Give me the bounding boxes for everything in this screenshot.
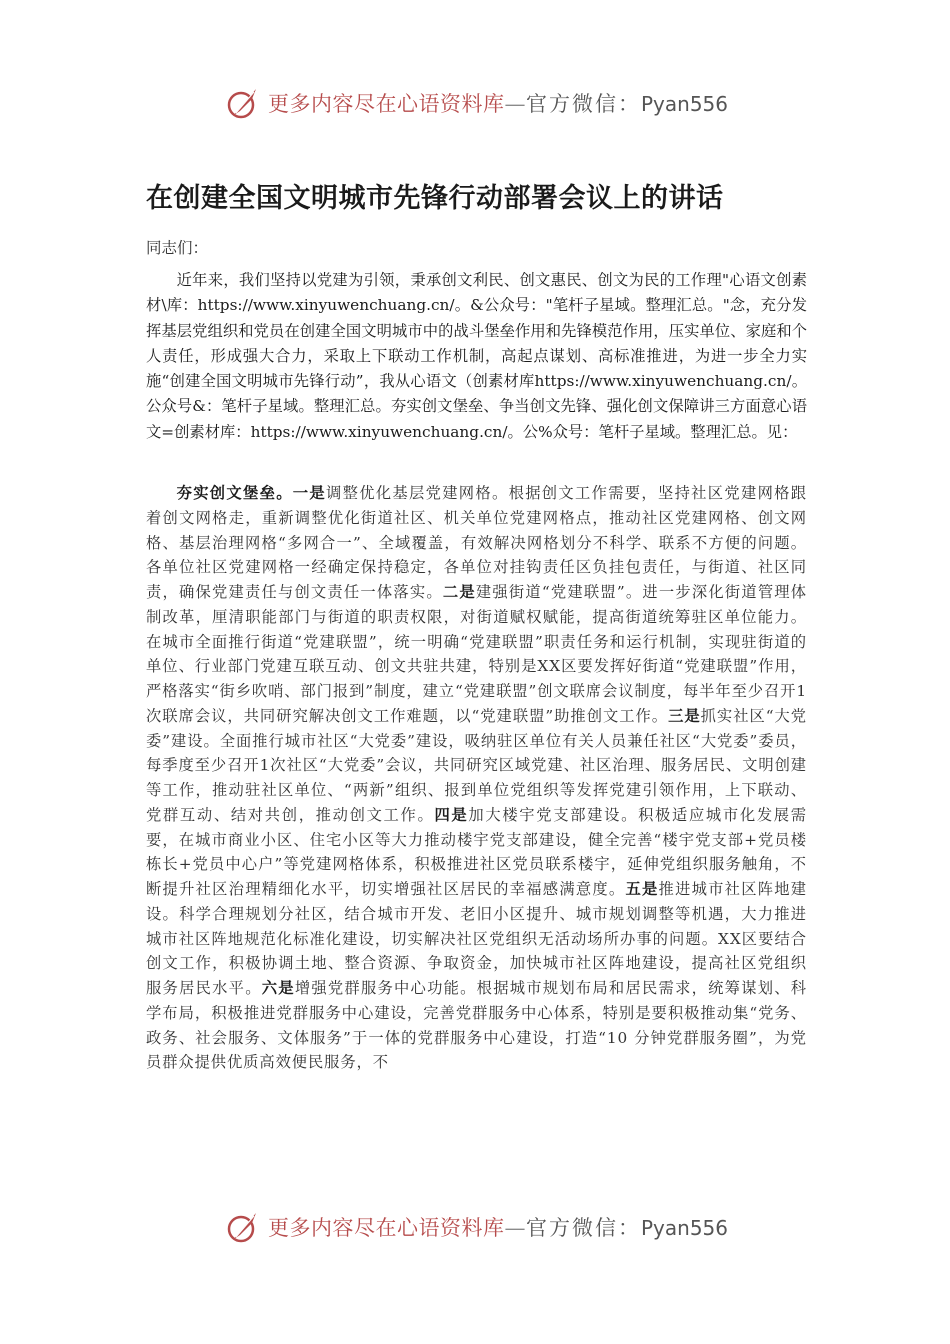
point-text-5: 推进城市社区阵地建设。科学合理规划分社区，结合城市开发、老旧小区提升、城市规划调整等机遇，大力推进城市社区阵地规范化标准化建设，切实解决社区党组织无活动场所办事的问题。XX区要结合创文工作，积极协调土地、整合资源、争取资金，加快城市社区阵地建设，提高社区党组织服务居民水平。 bbox=[146, 880, 807, 997]
point-marker-1: 一是 bbox=[292, 484, 326, 502]
quill-logo-icon bbox=[226, 1209, 262, 1245]
point-marker-2: 二是 bbox=[442, 583, 476, 601]
point-marker-3: 三是 bbox=[668, 706, 701, 725]
point-marker-4: 四是 bbox=[434, 805, 469, 824]
watermark-wechat-id: Pyan556 bbox=[641, 1216, 729, 1240]
section-lead: 夯实创文堡垒。 bbox=[176, 484, 293, 502]
quill-logo-icon bbox=[226, 85, 262, 121]
point-text-2: 建强街道“党建联盟”。进一步深化街道管理体制改革，厘清职能部门与街道的职责权限，对街道赋权赋能，提高街道统筹驻区单位能力。在城市全面推行街道“党建联盟”，统一明确“党建联盟”职责任务和运行机制，实现驻街道的单位、行业部门党建互联互动、创文共驻共建，特别是XX区要发挥好街道“党建联盟”作用，严格落实“街乡吹哨、部门报到”制度，建立“党建联盟”创文联席会议制度，每半年至少召开1次联席会议，共同研究解决创文工作难题，以“党建联盟”助推创文工作。 bbox=[146, 583, 808, 725]
watermark-text bbox=[268, 88, 728, 118]
watermark-wechat-label: 官方微信： bbox=[526, 92, 641, 116]
watermark-wechat-label: 官方微信： bbox=[526, 1216, 641, 1240]
watermark-dash: — bbox=[504, 1216, 526, 1240]
watermark-dash: — bbox=[504, 92, 526, 116]
point-text-6: 增强党群服务中心功能。根据城市规划布局和居民需求，统筹谋划、科学布局，积极推进党群服务中心建设，完善党群服务中心体系，特别是要积极推动集“党务、政务、社会服务、文体服务”于一体的党群服务中心建设，打造“10 分钟党群服务圈”，为党员群众提供优质高效便民服务，不 bbox=[146, 979, 807, 1072]
watermark-slogan: 更多内容尽在心语资料库 bbox=[268, 1216, 505, 1240]
section-paragraph bbox=[146, 481, 807, 1075]
watermark-wechat-id: Pyan556 bbox=[641, 92, 729, 116]
footer-watermark bbox=[226, 1206, 729, 1248]
point-text-1: 调整优化基层党建网格。根据创文工作需要，坚持社区党建网格跟着创文网格走，重新调整优化街道社区、机关单位党建网格点，推动社区党建网格、创文网格、基层治理网格“多网合一”、全域覆盖，有效解决网格划分不科学、联系不方便的问题。各单位社区党建网格一经确定保持稳定，各单位对挂钩责任区负挂包责任，与街道、社区同责，确保党建责任与创文责任一体落实。 bbox=[146, 484, 807, 601]
point-text-4: 加大楼宇党支部建设。积极适应城市化发展需要，在城市商业小区、住宅小区等大力推动楼宇党支部建设，健全完善“楼宇党支部+党员楼栋长+党员中心户”等党建网格体系，积极推进社区党员联系楼宇，延伸党组织服务触角，不断提升社区治理精细化水平，切实增强社区居民的幸福感满意度。 bbox=[146, 805, 807, 898]
salutation: 同志们： bbox=[146, 239, 209, 257]
point-marker-6: 六是 bbox=[261, 979, 295, 997]
point-marker-5: 五是 bbox=[625, 880, 659, 898]
document-title: 在创建全国文明城市先锋行动部署会议上的讲话 bbox=[146, 183, 724, 214]
intro-paragraph: 近年来，我们坚持以党建为引领，秉承创文利民、创文惠民、创文为民的工作理"心语文创素材\库：https://www.xinyuwenchuang.cn/。&公众号："笔杆子星域。整理汇总。"念，充分发挥基层党组织和党员在创建全国文明城市中的战斗堡垒作用和先锋模范作用，压实单位、家庭和个人责任，形成强大合力，采取上下联动工作机制，高起点谋划、高标准推进，为进一步全力实施“创建全国文明城市先锋行动”，我从心语文（创素材库https://www.xinyuwenchuang.cn/。公众号&：笔杆子星域。整理汇总。夯实创文堡垒、争当创文先锋、强化创文保障讲三方面意心语文=创素材库：https://www.xinyuwenchuang.cn/。公%众号：笔杆子星域。整理汇总。见： bbox=[146, 271, 807, 441]
point-text-3: 抓实社区“大党委”建设。全面推行城市社区“大党委”建设，吸纳驻区单位有关人员兼任社区“大党委”委员，每季度至少召开1次社区“大党委”会议，共同研究区域党建、社区治理、服务居民、文明创建等工作，推动驻社区单位、“两新”组织、报到单位党组织等发挥党建引领作用，上下联动、党群互动、结对共创，推动创文工作。 bbox=[146, 706, 808, 824]
watermark-slogan: 更多内容尽在心语资料库 bbox=[268, 92, 505, 116]
watermark-text bbox=[268, 1212, 728, 1242]
header-watermark bbox=[226, 82, 729, 124]
